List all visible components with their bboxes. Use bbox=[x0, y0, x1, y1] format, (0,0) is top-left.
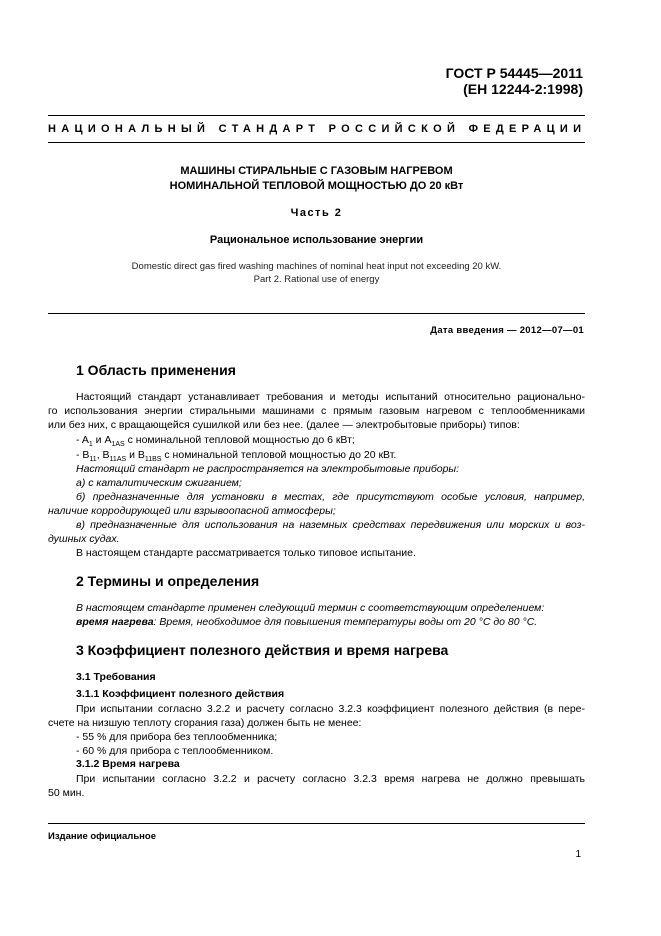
efficiency-item-2: - 60 % для прибора с теплообменником. bbox=[76, 745, 274, 757]
heating-time-line-1: При испытании согласно 3.2.2 и расчету согласно 3.2.3 время нагрева не должно превышать bbox=[76, 773, 585, 785]
footer-rule bbox=[48, 823, 585, 824]
exclusion-item-v-line-2: душных судах. bbox=[48, 533, 120, 545]
exclusion-item-b-line-2: наличие корродирующей или взрывоопасной атмосферы; bbox=[48, 505, 336, 517]
title-rule bbox=[48, 313, 585, 314]
type-a-prefix: - A bbox=[76, 434, 89, 446]
terms-intro: В настоящем стандарте применен следующий термин с соответствующим определением: bbox=[76, 602, 545, 614]
exclusion-item-a: а) с каталитическим сжиганием; bbox=[76, 477, 242, 489]
document-subtitle: Рациональное использование энергии bbox=[209, 234, 424, 246]
definition: : Время, необходимое для повышения температуры воды от 20 °С до 80 °С. bbox=[153, 616, 538, 628]
type-b-comma: , B bbox=[96, 449, 110, 461]
english-title-line-1: Domestic direct gas fired washing machines of nominal heat input not exceeding 20 kW. bbox=[131, 261, 502, 272]
section-2-heading: 2 Термины и определения bbox=[76, 573, 260, 589]
title-line-1: МАШИНЫ СТИРАЛЬНЫЕ С ГАЗОВЫМ НАГРЕВОМ bbox=[180, 165, 453, 177]
gost-number: ГОСТ Р 54445—2011 bbox=[445, 65, 583, 81]
type-a-sub: 1AS bbox=[111, 441, 125, 449]
efficiency-line-1: При испытании согласно 3.2.2 и расчету согласно 3.2.3 коэффициент полезного действия (в пере- bbox=[76, 703, 585, 715]
type-b-sub: 11AS bbox=[109, 456, 127, 464]
section-1-paragraph-line-1: Настоящий стандарт устанавливает требования и методы испытаний относительно рационально- bbox=[76, 391, 585, 403]
national-standard-banner: НАЦИОНАЛЬНЫЙ СТАНДАРТ РОССИЙСКОЙ ФЕДЕРАЦИИ bbox=[48, 123, 587, 135]
efficiency-item-1: - 55 % для прибора без теплообменника; bbox=[76, 731, 278, 743]
document-title bbox=[48, 164, 585, 194]
section-1-paragraph-line-3: или без них, с вращающейся сушилкой или без нее. (далее — электробытовые приборы) типов: bbox=[48, 419, 520, 431]
edition-note: Издание официальное bbox=[48, 831, 156, 842]
term: время нагрева bbox=[76, 616, 154, 628]
section-3-heading: 3 Коэффициент полезного действия и время нагрева bbox=[76, 642, 449, 658]
section-1-paragraph-line-2: го использования энергии стиральными машинами с прямым газовым нагревом с теплообменниками bbox=[48, 405, 585, 417]
exclusion-item-v-line-1: в) предназначенные для использования на наземных средствах передвижения или морских и воз- bbox=[76, 519, 585, 531]
type-a-and: и A bbox=[92, 434, 112, 446]
title-line-2: НОМИНАЛЬНОЙ ТЕПЛОВОЙ МОЩНОСТЬЮ ДО 20 кВт bbox=[169, 180, 464, 192]
type-a-sub: 1 bbox=[88, 441, 93, 449]
term-definition bbox=[76, 615, 537, 629]
english-title-line-2: Part 2. Rational use of energy bbox=[253, 274, 380, 285]
subsection-3-1-heading: 3.1 Требования bbox=[76, 671, 156, 683]
en-number: (ЕН 12244-2:1998) bbox=[463, 81, 583, 97]
subsection-3-1-1-heading: 3.1.1 Коэффициент полезного действия bbox=[76, 688, 285, 700]
subsection-3-1-2-heading: 3.1.2 Время нагрева bbox=[76, 758, 180, 770]
type-b-sub: 11BS bbox=[144, 456, 162, 464]
type-b-rest: с номинальной тепловой мощностью до 20 кВт. bbox=[161, 449, 397, 461]
type-b-and: и B bbox=[126, 449, 145, 461]
banner-rule bbox=[48, 142, 585, 143]
type-b-prefix: - B bbox=[76, 449, 90, 461]
top-rule bbox=[48, 115, 585, 116]
part-label: Часть 2 bbox=[290, 207, 343, 219]
page-number: 1 bbox=[575, 849, 581, 860]
standard-number-block bbox=[446, 65, 583, 97]
introduction-date: Дата введения — 2012—07—01 bbox=[430, 325, 584, 336]
english-title bbox=[48, 260, 585, 286]
type-test-line: В настоящем стандарте рассматривается только типовое испытание. bbox=[76, 547, 416, 559]
not-apply-line: Настоящий стандарт не распространяется на электробытовые приборы: bbox=[76, 463, 460, 475]
type-a-rest: с номинальной тепловой мощностью до 6 кВт; bbox=[124, 434, 355, 446]
type-b-sub: 11 bbox=[89, 456, 97, 464]
section-1-heading: 1 Область применения bbox=[76, 362, 236, 378]
heating-time-line-2: 50 мин. bbox=[48, 787, 85, 799]
exclusion-item-b-line-1: б) предназначенные для установки в местах, где присутствуют особые условия, например, bbox=[76, 491, 585, 503]
efficiency-line-2: счете на низшую теплоту сгорания газа) должен быть не менее: bbox=[48, 717, 362, 729]
